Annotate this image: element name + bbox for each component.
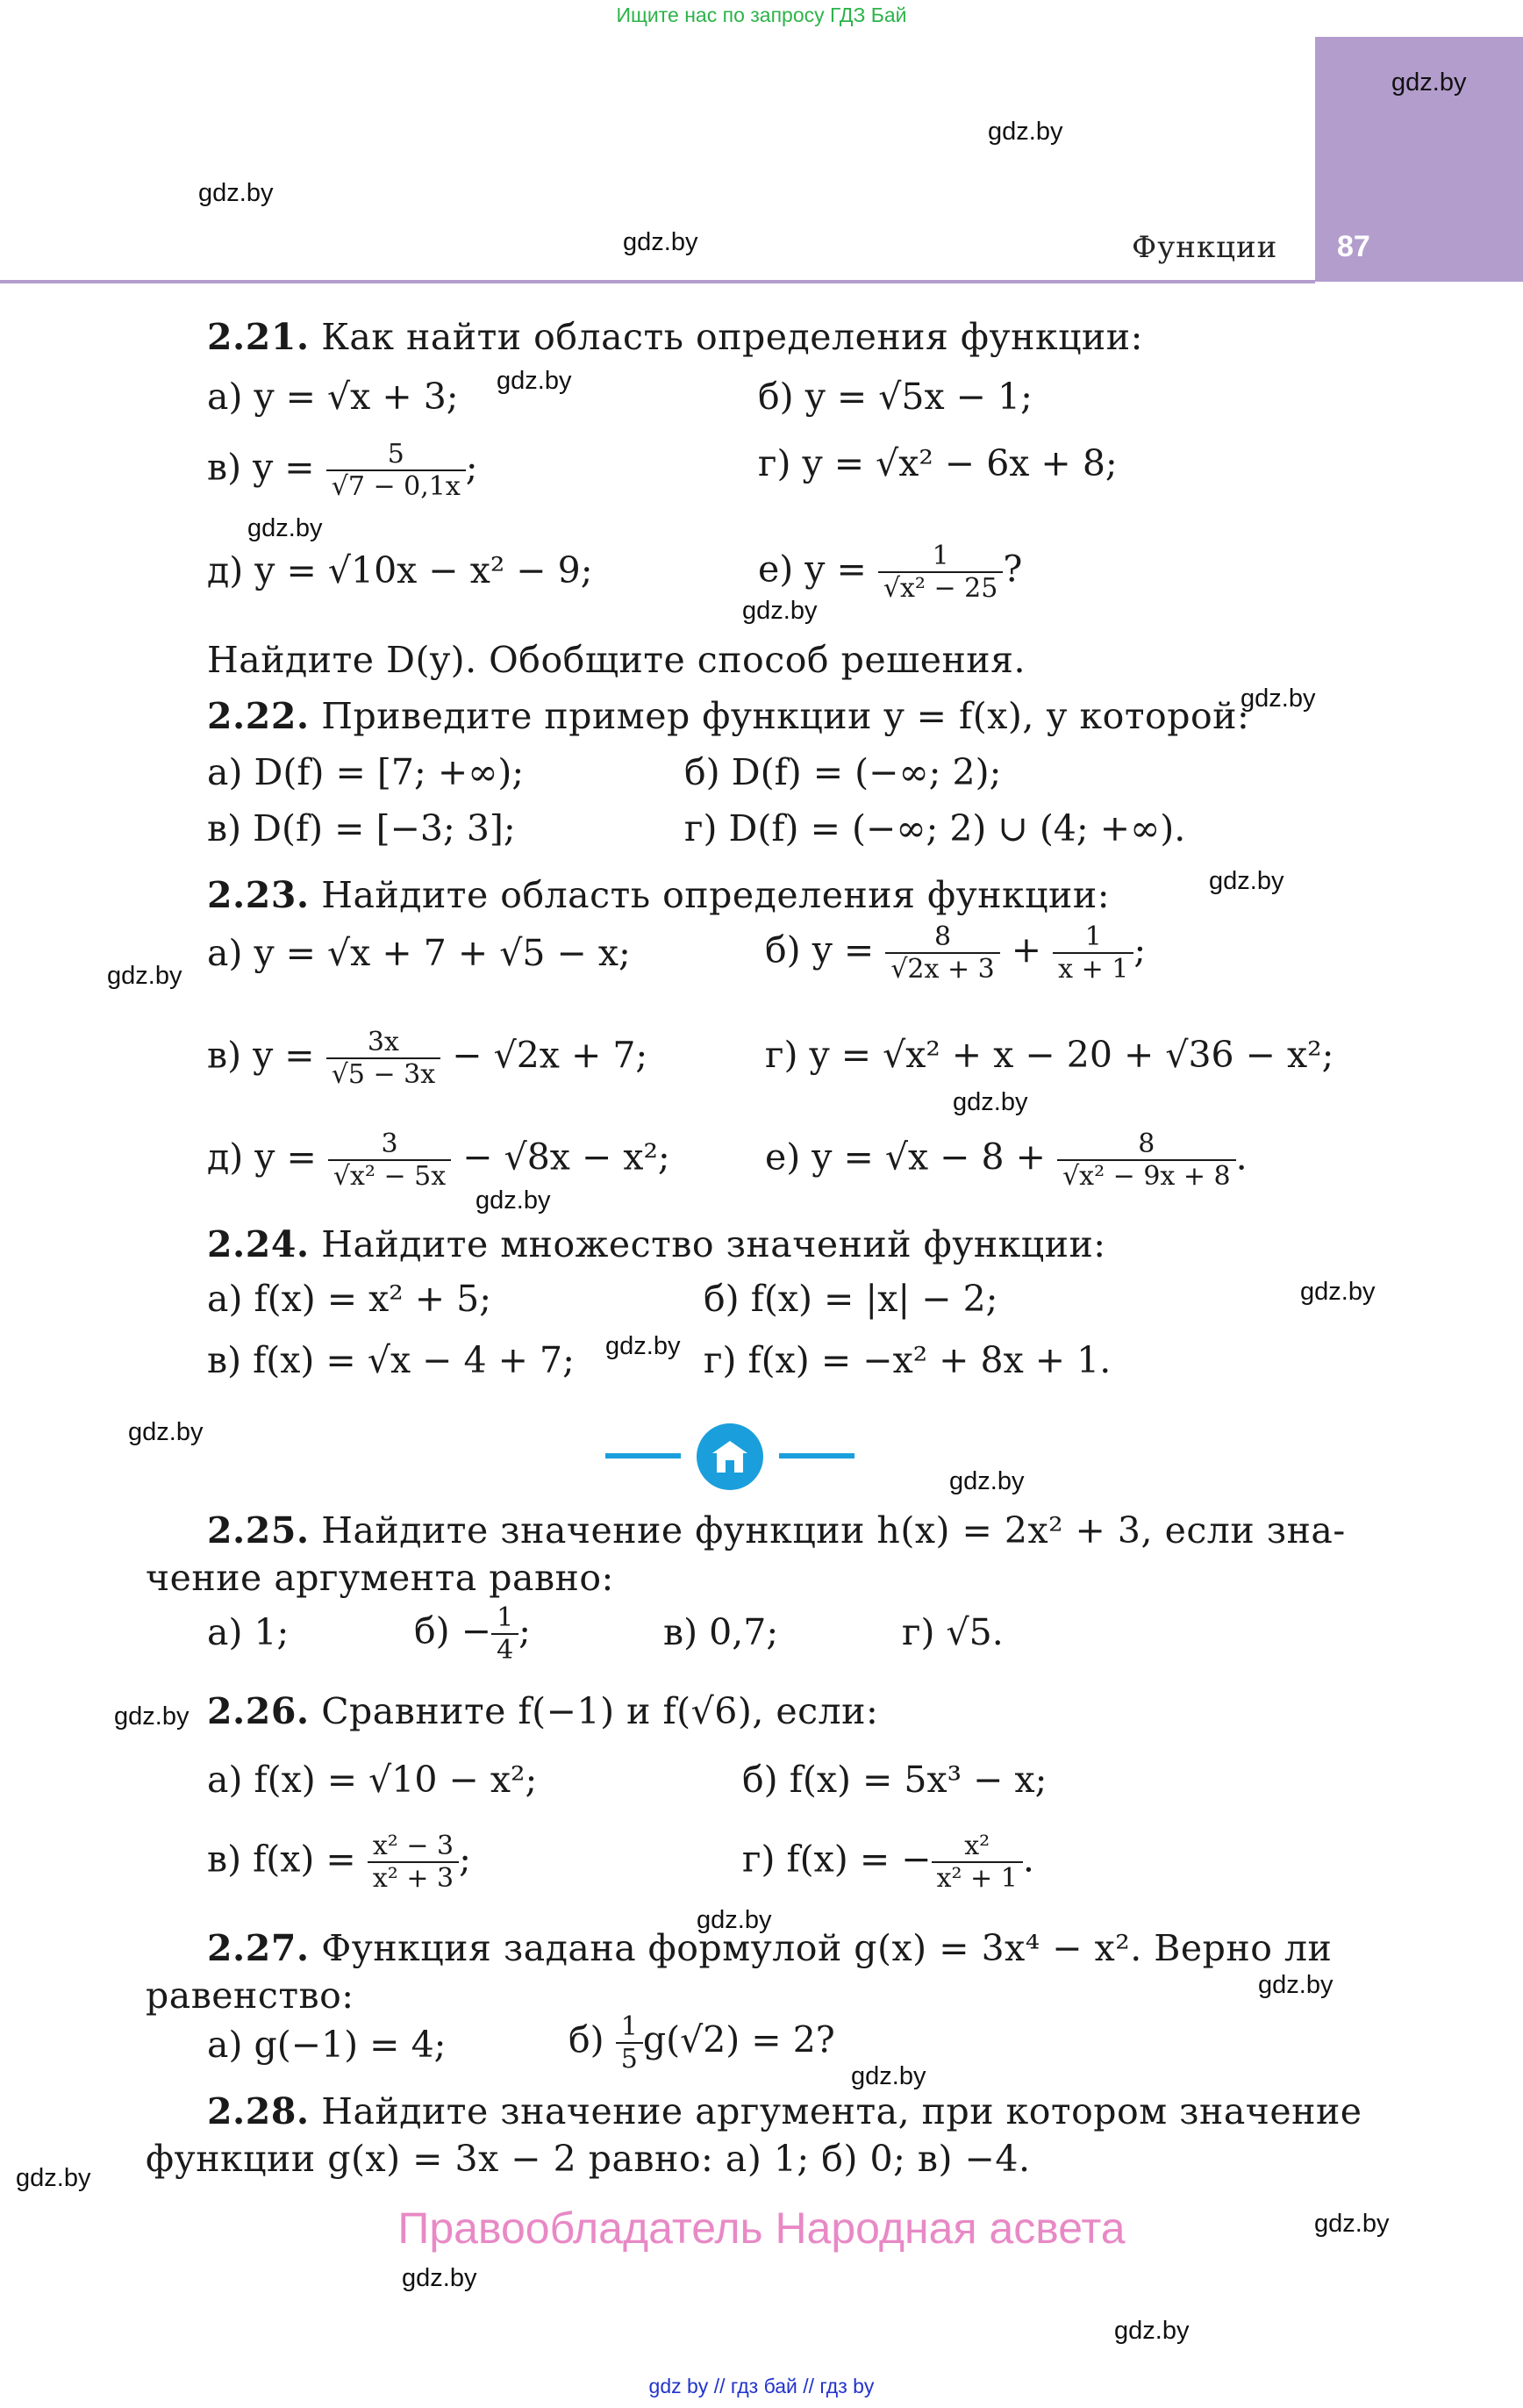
formula-label: в) y = — [207, 1034, 315, 1077]
watermark: gdz.by — [497, 367, 572, 395]
exercise-2-22-b: б) D(f) = (−∞; 2); — [684, 751, 1002, 793]
watermark: gdz.by — [475, 1186, 551, 1215]
exercise-text: Найдите область определения функции: — [321, 874, 1111, 916]
page-number: 87 — [1337, 230, 1370, 263]
exercise-2-28-text-cont: функции g(x) = 3x − 2 равно: а) 1; б) 0; в) −4. — [146, 2138, 1031, 2180]
watermark: gdz.by — [1391, 68, 1467, 97]
exercise-2-24-g: г) f(x) = −x² + 8x + 1. — [704, 1339, 1112, 1381]
formula-label: б) − — [414, 1609, 492, 1652]
exercise-text: Найдите множество значений функции: — [321, 1223, 1106, 1265]
exercise-number: 2.25. — [207, 1509, 310, 1552]
fraction — [491, 1602, 518, 1666]
fraction — [878, 541, 1003, 604]
numerator: x² − 3 — [368, 1831, 459, 1863]
watermark: gdz.by — [605, 1332, 681, 1360]
watermark: gdz.by — [623, 228, 698, 256]
formula-label: г) f(x) = − — [742, 1838, 932, 1881]
exercise-2-25-v: в) 0,7; — [663, 1611, 779, 1653]
exercise-number: 2.22. — [207, 695, 310, 737]
exercise-2-26-v: в) f(x) = $\frac{\text{x² − 3}}{\text{x² + 3}}$ ; — [207, 1831, 471, 1894]
exercise-2-23-d — [207, 1129, 670, 1192]
exercise-number: 2.21. — [207, 316, 310, 358]
formula-tail: g(√2) = 2? — [642, 2018, 835, 2061]
exercise-2-22-heading — [207, 695, 1249, 737]
watermark: gdz.by — [402, 2264, 477, 2292]
watermark: gdz.by — [107, 962, 182, 990]
exercise-2-24-heading — [207, 1223, 1106, 1265]
exercise-2-26-b: б) f(x) = 5x³ − x; — [742, 1759, 1048, 1801]
fraction — [326, 1027, 440, 1090]
denominator: x² + 3 — [372, 1863, 454, 1894]
exercise-2-24-b: б) f(x) = |x| − 2; — [704, 1278, 998, 1320]
formula-label: в) f(x) = — [207, 1838, 356, 1881]
exercise-2-27-a: а) g(−1) = 4; — [207, 2024, 447, 2066]
exercise-2-28-heading — [207, 2090, 1362, 2132]
divider-left — [605, 1453, 681, 1458]
watermark: gdz.by — [1241, 684, 1316, 713]
exercise-2-25-b: б) − $\frac{1}{4}$ ; — [414, 1602, 531, 1666]
numerator: 1 — [616, 2011, 643, 2044]
fraction — [326, 439, 466, 502]
numerator: 5 — [326, 439, 466, 471]
numerator: 8 — [1057, 1129, 1236, 1161]
formula-label: в) y = — [207, 446, 315, 489]
watermark: gdz.by — [1258, 1971, 1334, 1999]
denominator: x² + 1 — [936, 1863, 1018, 1894]
denominator: √x² − 9x + 8 — [1062, 1161, 1231, 1192]
exercise-2-25-a: а) 1; — [207, 1611, 290, 1653]
exercise-number: 2.28. — [207, 2090, 310, 2132]
denominator: √2x + 3 — [890, 954, 995, 985]
denominator: 5 — [620, 2044, 638, 2075]
numerator: 3 — [328, 1129, 451, 1161]
fraction — [616, 2011, 643, 2075]
formula-label: д) y = — [207, 1136, 317, 1179]
exercise-2-22-v: в) D(f) = [−3; 3]; — [207, 807, 516, 849]
exercise-2-27-b — [568, 2011, 835, 2075]
watermark: gdz.by — [697, 1906, 772, 1934]
fraction — [1053, 921, 1133, 985]
denominator: √7 − 0,1x — [331, 471, 461, 502]
exercise-2-21-e: е) y = $\frac{1}{\text{√x² − 25}}$ ? — [758, 541, 1023, 604]
exercise-2-23-v — [207, 1027, 647, 1090]
exercise-number: 2.23. — [207, 874, 310, 916]
exercise-2-24-v: в) f(x) = √x − 4 + 7; — [207, 1339, 575, 1381]
exercise-2-26-g: г) f(x) = − $\frac{\text{x²}}{\text{x² + 1}}$ . — [742, 1831, 1034, 1894]
exercise-2-26-heading — [207, 1690, 878, 1732]
formula-label: б) — [568, 2018, 604, 2061]
exercise-2-21-d: д) y = √10x − x² − 9; — [207, 549, 593, 591]
fraction — [328, 1129, 451, 1192]
exercise-2-27-heading — [207, 1927, 1332, 1969]
exercise-text: Найдите значение аргумента, при котором значение — [321, 2090, 1362, 2132]
numerator: 3x — [326, 1027, 440, 1059]
fraction — [368, 1831, 459, 1894]
denominator: 4 — [497, 1635, 514, 1666]
watermark: gdz.by — [1314, 2210, 1390, 2238]
numerator: 8 — [885, 921, 999, 954]
exercise-2-23-b: б) y = $\frac{8}{√2x + 3}$ + $\frac{1}{x + 1}$ ; — [765, 921, 1147, 985]
copyright-notice: Правообладатель Народная асвета — [397, 2204, 1126, 2253]
exercise-2-22-a: а) D(f) = [7; +∞); — [207, 751, 525, 793]
exercise-text: Приведите пример функции y = f(x), у которой: — [321, 695, 1250, 737]
watermark: gdz.by — [953, 1088, 1028, 1116]
watermark: gdz.by — [988, 118, 1063, 146]
exercise-2-23-e: е) y = √x − 8 + $\frac{8}{\text{√x² − 9x + 8}}$ . — [765, 1129, 1248, 1192]
exercise-text: Сравните f(−1) и f(√6), если: — [321, 1690, 879, 1732]
exercise-2-21-v: в) y = $\frac{5}{√7 - 0,1x}$ ; — [207, 439, 478, 502]
formula-tail: − √2x + 7; — [452, 1034, 648, 1077]
exercise-text: Как найти область определения функции: — [321, 316, 1143, 358]
watermark: gdz.by — [1114, 2317, 1190, 2345]
exercise-2-21-heading — [207, 316, 1143, 358]
home-icon — [697, 1423, 763, 1490]
watermark: gdz.by — [198, 179, 274, 207]
watermark: gdz.by — [247, 514, 323, 542]
watermark: gdz.by — [128, 1418, 204, 1446]
watermark: gdz.by — [851, 2062, 926, 2090]
running-title: Функции — [1132, 230, 1278, 265]
exercise-2-25-g: г) √5. — [902, 1611, 1004, 1653]
exercise-text: Найдите значение функции h(x) = 2x² + 3, если зна- — [321, 1509, 1346, 1552]
exercise-2-26-a: а) f(x) = √10 − x²; — [207, 1759, 538, 1801]
numerator: 1 — [1053, 921, 1133, 954]
numerator: 1 — [878, 541, 1003, 573]
exercise-2-25-text-cont: чение аргумента равно: — [146, 1557, 614, 1599]
watermark: gdz.by — [1300, 1278, 1376, 1306]
exercise-number: 2.27. — [207, 1927, 310, 1969]
denominator: √5 − 3x — [331, 1059, 436, 1090]
denominator: x + 1 — [1058, 954, 1129, 985]
fraction — [885, 921, 999, 985]
formula-label: е) y = √x − 8 + — [765, 1136, 1047, 1179]
exercise-2-25-heading — [207, 1509, 1346, 1552]
exercise-number: 2.24. — [207, 1223, 310, 1265]
fraction — [932, 1831, 1023, 1894]
exercise-2-27-text-cont: равенство: — [146, 1974, 354, 2017]
exercise-2-21-footer: Найдите D(y). Обобщите способ решения. — [207, 639, 1026, 681]
formula-label: е) y = — [758, 548, 867, 591]
exercise-2-23-g: г) y = √x² + x − 20 + √36 − x²; — [765, 1034, 1334, 1076]
numerator: 1 — [491, 1602, 518, 1635]
exercise-2-22-g: г) D(f) = (−∞; 2) ∪ (4; +∞). — [684, 807, 1186, 849]
home-icon-svg — [697, 1423, 763, 1490]
top-search-note: Ищите нас по запросу ГДЗ Бай — [616, 4, 907, 26]
denominator: √x² − 25 — [883, 573, 998, 604]
exercise-2-21-a: а) y = √x + 3; — [207, 376, 459, 418]
numerator: x² — [932, 1831, 1023, 1863]
formula-label: б) y = — [765, 928, 875, 971]
watermark: gdz.by — [114, 1702, 189, 1731]
exercise-text: Функция задана формулой g(x) = 3x⁴ − x². Верно ли — [321, 1927, 1333, 1969]
watermark: gdz.by — [742, 597, 818, 625]
bottom-links-note: gdz by // гдз бай // гдз by — [648, 2375, 875, 2397]
watermark: gdz.by — [949, 1467, 1025, 1495]
exercise-2-21-b: б) y = √5x − 1; — [758, 376, 1033, 418]
exercise-2-24-a: а) f(x) = x² + 5; — [207, 1278, 492, 1320]
header-rule — [0, 280, 1315, 283]
watermark: gdz.by — [16, 2164, 91, 2192]
watermark: gdz.by — [1209, 867, 1284, 895]
exercise-2-23-heading — [207, 874, 1110, 916]
denominator: √x² − 5x — [332, 1161, 447, 1192]
fraction — [1057, 1129, 1236, 1192]
divider-right — [779, 1453, 854, 1458]
exercise-number: 2.26. — [207, 1690, 310, 1732]
exercise-2-23-a: а) y = √x + 7 + √5 − x; — [207, 932, 631, 974]
formula-tail: − √8x − x²; — [462, 1136, 670, 1179]
exercise-2-21-g: г) y = √x² − 6x + 8; — [758, 442, 1118, 484]
